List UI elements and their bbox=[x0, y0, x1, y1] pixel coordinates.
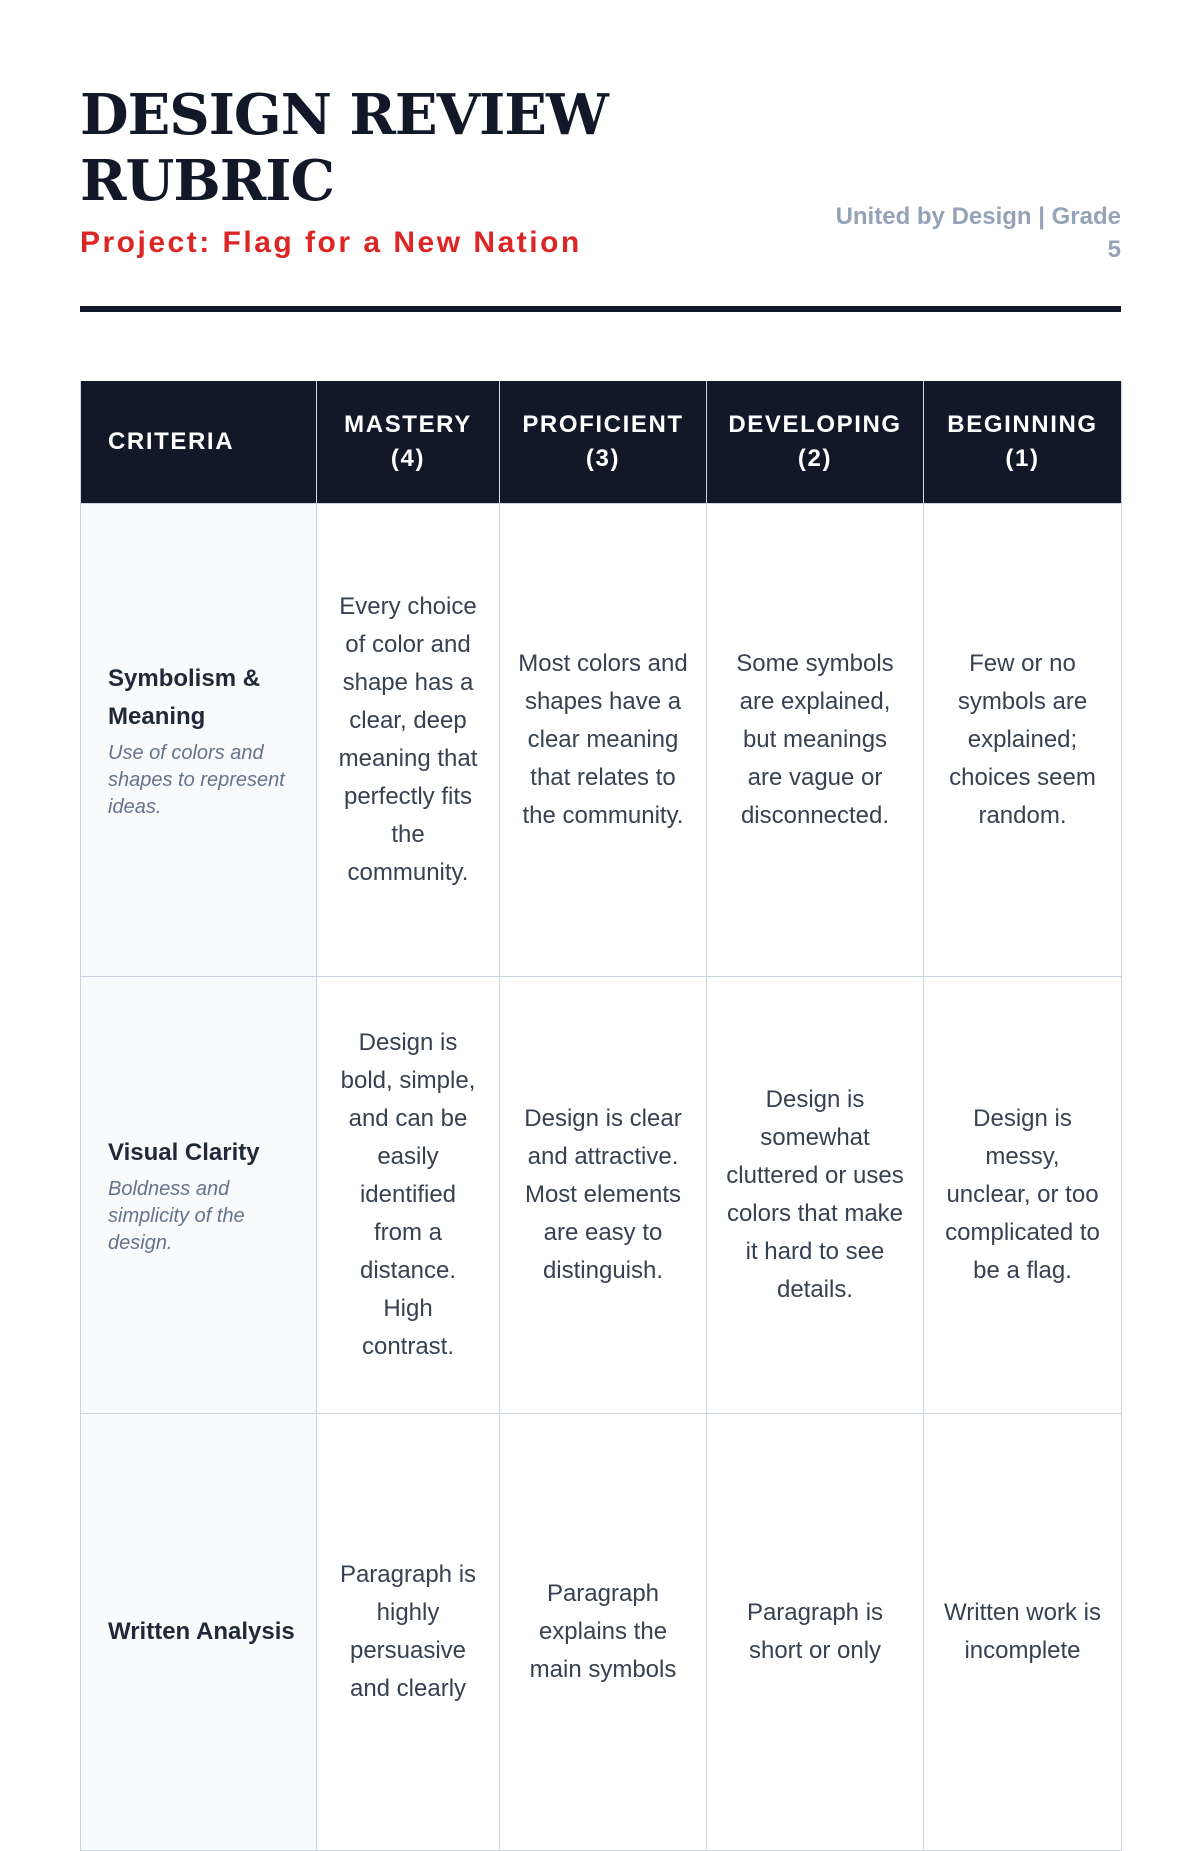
proficient-cell: Most colors and shapes have a clear meaning that relates to the community. bbox=[500, 504, 707, 977]
developing-cell: Some symbols are explained, but meanings are vague or disconnected. bbox=[707, 504, 924, 977]
proficient-cell: Paragraph explains the main symbols bbox=[500, 1414, 707, 1851]
project-subtitle: Project: Flag for a New Nation bbox=[80, 226, 582, 259]
criteria-name: Written Analysis bbox=[108, 1618, 295, 1645]
mastery-cell: Every choice of color and shape has a clear, deep meaning that perfectly fits the community. bbox=[317, 504, 500, 977]
document-header bbox=[80, 82, 1121, 312]
criteria-description: Use of colors and shapes to represent ideas. bbox=[108, 741, 285, 818]
header-beginning: BEGINNING (1) bbox=[924, 381, 1122, 504]
criteria-name: Visual Clarity bbox=[108, 1138, 260, 1166]
table-row bbox=[81, 1414, 1122, 1851]
rubric-table bbox=[80, 381, 1122, 1851]
header-developing: DEVELOPING (2) bbox=[707, 381, 924, 504]
mastery-cell: Paragraph is highly persuasive and clearly bbox=[317, 1414, 500, 1851]
unit-grade-label: United by Design | Grade 5 bbox=[835, 203, 1121, 263]
rubric-body bbox=[81, 504, 1122, 1851]
criteria-description: Boldness and simplicity of the design. bbox=[108, 1177, 245, 1254]
criteria-name: Symbolism & Meaning bbox=[108, 664, 261, 730]
header-divider bbox=[80, 306, 1121, 312]
page-title: DESIGN REVIEW RUBRIC bbox=[80, 82, 608, 214]
rubric-header bbox=[81, 381, 1122, 504]
proficient-cell: Design is clear and attractive. Most elements are easy to distinguish. bbox=[500, 977, 707, 1414]
criteria-cell bbox=[81, 504, 317, 977]
header-mastery: MASTERY (4) bbox=[317, 381, 500, 504]
header-proficient: PROFICIENT (3) bbox=[500, 381, 707, 504]
header-criteria: CRITERIA bbox=[81, 381, 317, 504]
beginning-cell: Few or no symbols are explained; choices seem random. bbox=[924, 504, 1122, 977]
header-row bbox=[81, 381, 1122, 504]
criteria-cell bbox=[81, 1414, 317, 1851]
table-row bbox=[81, 504, 1122, 977]
developing-cell: Paragraph is short or only bbox=[707, 1414, 924, 1851]
mastery-cell: Design is bold, simple, and can be easily identified from a distance. High contrast. bbox=[317, 977, 500, 1414]
criteria-cell bbox=[81, 977, 317, 1414]
beginning-cell: Design is messy, unclear, or too complicated to be a flag. bbox=[924, 977, 1122, 1414]
developing-cell: Design is somewhat cluttered or uses colors that make it hard to see details. bbox=[707, 977, 924, 1414]
table-row bbox=[81, 977, 1122, 1414]
beginning-cell: Written work is incomplete bbox=[924, 1414, 1122, 1851]
